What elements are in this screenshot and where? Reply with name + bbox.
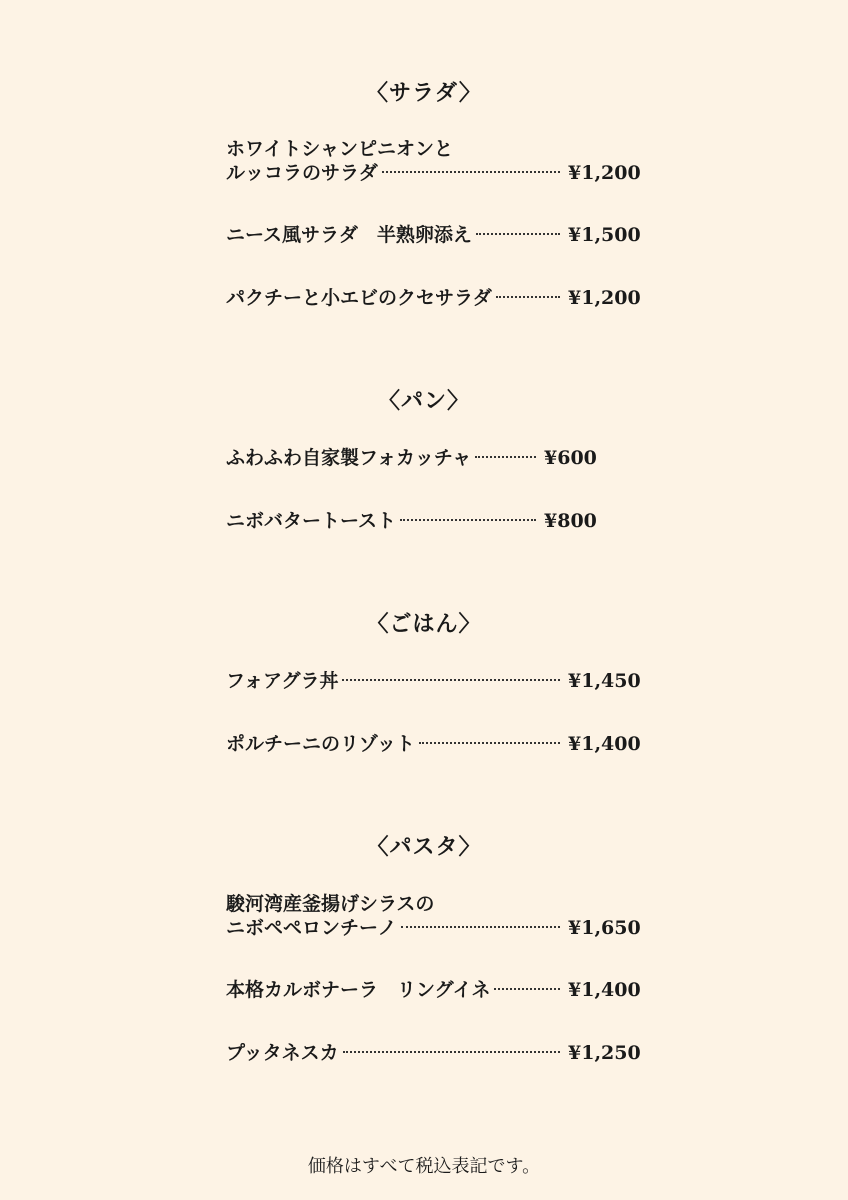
item-name-line1: ホワイトシャンピニオンと — [226, 138, 454, 160]
item-price: ¥1,200 — [568, 287, 641, 309]
item-name: パクチーと小エビのクセサラダ — [226, 287, 492, 309]
dot-leader — [496, 296, 560, 298]
item-name: ルッコラのサラダ — [226, 162, 378, 184]
tax-note: 価格はすべて税込表記です。 — [307, 1156, 541, 1177]
item-name: ふわふわ自家製フォカッチャ — [226, 447, 472, 469]
item-price: ¥1,650 — [568, 917, 641, 939]
menu-item — [226, 223, 641, 247]
item-price: ¥600 — [544, 447, 597, 469]
menu-item — [226, 286, 641, 310]
item-price: ¥1,250 — [568, 1042, 641, 1064]
item-name: フォアグラ丼 — [226, 670, 339, 692]
item-name: ニース風サラダ 半熟卵添え — [226, 224, 472, 246]
item-price: ¥1,400 — [568, 979, 641, 1001]
dot-leader — [382, 171, 560, 173]
dot-leader — [401, 926, 560, 928]
section-title-pasta: 〈パスタ〉 — [366, 835, 482, 860]
menu-item — [226, 137, 641, 185]
item-price: ¥1,500 — [568, 224, 641, 246]
menu-item — [226, 446, 612, 470]
menu-item — [226, 732, 641, 756]
menu-item — [226, 669, 641, 693]
menu-item — [226, 978, 641, 1002]
dot-leader — [342, 679, 560, 681]
item-price: ¥1,200 — [568, 162, 641, 184]
section-title-rice: 〈ごはん〉 — [366, 612, 482, 637]
item-name: ニボペペロンチーノ — [226, 917, 397, 939]
dot-leader — [419, 742, 560, 744]
item-price: ¥1,400 — [568, 733, 641, 755]
section-title-salad: 〈サラダ〉 — [366, 81, 482, 106]
item-name-line1: 駿河湾産釜揚げシラスの — [226, 893, 435, 915]
menu-item — [226, 509, 612, 533]
item-name: プッタネスカ — [226, 1042, 339, 1064]
menu-item — [226, 892, 641, 940]
dot-leader — [494, 988, 560, 990]
menu-item — [226, 1041, 641, 1065]
dot-leader — [476, 233, 560, 235]
dot-leader — [475, 456, 536, 458]
item-price: ¥1,450 — [568, 670, 641, 692]
item-name: 本格カルボナーラ リングイネ — [226, 979, 491, 1001]
item-name: ニボバタートースト — [226, 510, 397, 532]
dot-leader — [343, 1051, 560, 1053]
item-name: ポルチーニのリゾット — [226, 733, 415, 755]
item-price: ¥800 — [544, 510, 597, 532]
section-title-bread: 〈パン〉 — [377, 389, 470, 414]
dot-leader — [400, 519, 536, 521]
